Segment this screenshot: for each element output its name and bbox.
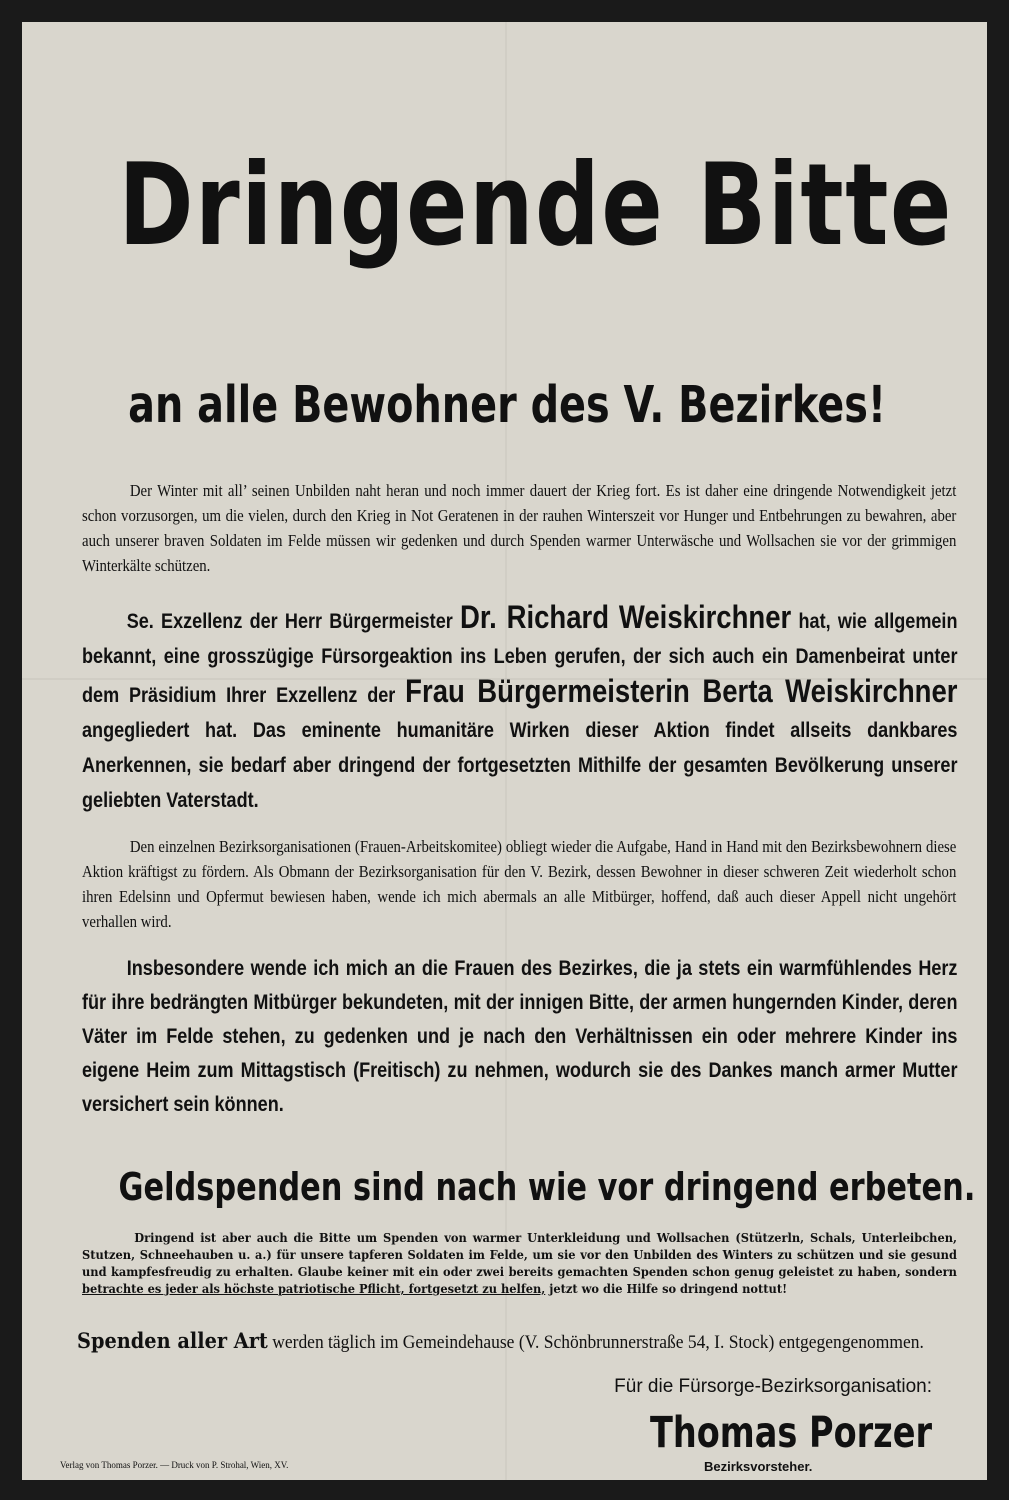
paragraph-clothing-underlined: betrachte es jeder als höchste patriotische Pflicht, fortgesetzt zu helfen, (82, 1282, 546, 1296)
printer-imprint: Verlag von Thomas Porzer. — Druck von P. Strohal, Wien, XV. (60, 1460, 289, 1470)
paragraph-clothing-text-2: jetzt wo die Hilfe so dringend nottut! (549, 1282, 788, 1296)
paragraph-district: Den einzelnen Bezirksorganisationen (Frauen-Arbeitskomitee) obliegt wieder die Aufgabe, Hand in Hand mit den Bezirksbewohnern diese Aktion kräftigst zu fördern. Als Obmann der Bezirksorganisation für den V. Bezirk, dessen Bewohner in dieser schweren Zeit wiederholt schon ihren Edelsinn und Opfermut bewiesen haben, wende ich mich abermals an alle Mitbürger, hoffend, daß auch dieser Appell nicht ungehört verhallen wird. (82, 837, 957, 931)
geldspenden-heading: Geldspenden sind nach wie vor dringend erbeten. (118, 1165, 976, 1209)
donation-location (77, 1326, 924, 1358)
paragraph-winter: Der Winter mit all’ seinen Unbilden naht heran und noch immer dauert der Krieg fort. Es ist daher eine dringende Notwendigkeit jetzt schon vorzusorgen, um die vielen, durch den Krieg in Not Geratenen in der rauhen Winterszeit vor Hunger und Entbehrungen zu bewahren, aber auch unserer braven Soldaten im Felde müssen wir gedenken und durch Spenden warmer Unterwäsche und Wollsachen sie vor der grimmigen Winterkälte schützen. (82, 481, 957, 575)
paragraph-mayor (82, 600, 957, 818)
poster-sheet (22, 22, 987, 1480)
paragraph-clothing (82, 1230, 957, 1298)
paragraph-mayor-text-1: Se. Exzellenz der Herr Bürgermeister (126, 610, 453, 633)
poster-title: Dringende Bitte (118, 139, 953, 271)
paragraph-mayor-text-2: hat, wie allgemein bekannt, eine grosszügige Fürsorgeaktion ins Leben gerufen, der sich auch ein Damenbeirat unter dem Präsidium Ihrer Exzellenz der (82, 610, 958, 707)
signature-organization: Für die Fürsorge-Bezirksorganisation: (614, 1376, 932, 1397)
donation-location-text: werden täglich im Gemeindehause (V. Schönbrunnerstraße 54, I. Stock) entgegengenommen. (272, 1332, 924, 1353)
paragraph-women: Insbesondere wende ich mich an die Frauen des Bezirkes, die ja stets ein warmfühlendes Herz für ihre bedrängten Mitbürger bekundeten, mit der innigen Bitte, der armen hungernden Kinder, deren Väter im Felde stehen, zu gedenken und je nach den Verhältnissen ein oder mehrere Kinder ins eigene Heim zum Mittagstisch (Freitisch) zu nehmen, wodurch sie des Dankes manch armer Mutter versichert sein können. (82, 957, 958, 1116)
poster-subtitle: an alle Bewohner des V. Bezirkes! (128, 376, 887, 435)
signature-name: Thomas Porzer (650, 1408, 933, 1458)
mayoress-name: Frau Bürgermeisterin Berta Weiskirchner (405, 673, 958, 709)
signature-role: Bezirksvorsteher. (704, 1459, 813, 1474)
donation-location-bold: Spenden aller Art (77, 1328, 268, 1353)
paragraph-mayor-text-3: angegliedert hat. Das eminente humanitäre Wirken dieser Aktion findet allseits dankbares Anerkennen, sie bedarf aber dringend der fortgesetzten Mithilfe der gesamten Bevölkerung unserer geliebten Vaterstadt. (82, 719, 958, 812)
paragraph-clothing-text-1: Dringend ist aber auch die Bitte um Spenden von warmer Unterkleidung und Wollsachen (Stützerln, Schals, Unterleibchen, Stutzen, Schneehauben u. a.) für unsere tapferen Soldaten im Felde, um sie vor den Unbilden des Winters zu schützen und sie gesund und kampfesfreudig zu erhalten. Glaube keiner mit ein oder zwei bereits gemachten Spenden schon genug geleistet zu haben, sondern (82, 1231, 957, 1279)
mayor-name: Dr. Richard Weiskirchner (460, 599, 792, 635)
